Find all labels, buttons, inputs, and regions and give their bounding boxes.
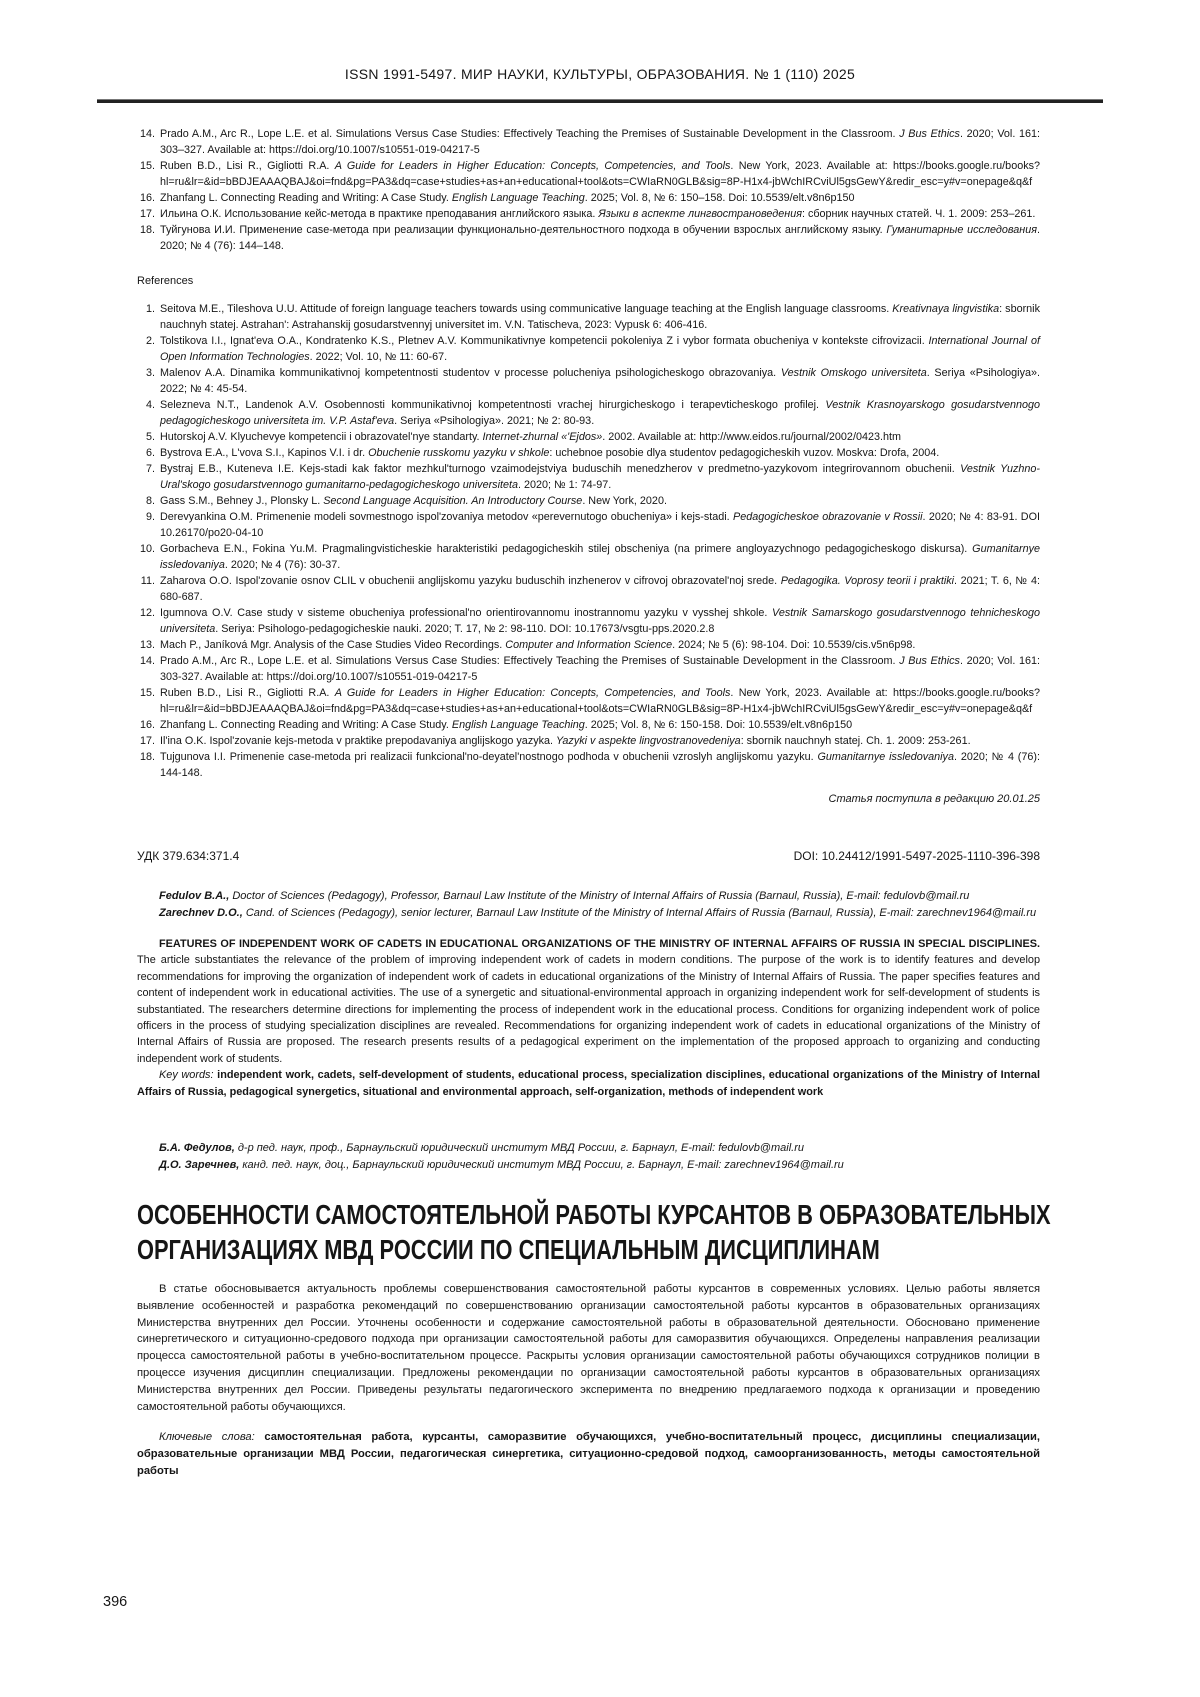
- reference-item: [137, 222, 1040, 254]
- header-rule: [97, 99, 1103, 103]
- reference-item: [137, 301, 1040, 333]
- reference-text: Ruben B.D., Lisi R., Gigliotti R.A. A Guide for Leaders in Higher Education: Concepts, Competencies, and Tools. New York, 2023. Available at: https://books.google.ru/books?hl=ru&lr=&id=bBDJEAAAQBAJ&oi=fnd&pg=PA3&dq=case+studies+as+an+educational+tool&ots=CWIaRN0GLB&sig=8P-H1x4-jbWchIRCviUl5gsGewY&redir_esc=y#v=onepage&q&f: [160, 687, 1040, 715]
- author-ru-fedulov: Б.А. Федулов, д-р пед. наук, проф., Барнаульский юридический институт МВД России, г. Барнаул, E-mail: fedulovb@mail.ru: [159, 1142, 804, 1155]
- reference-number: 18.: [139, 751, 155, 763]
- reference-number: 6.: [145, 447, 155, 459]
- received-note: Статья поступила в редакцию 20.01.25: [828, 793, 1040, 805]
- reference-text: Bystrova E.A., L'vova S.I., Kapinos V.I. i dr. Obuchenie russkomu yazyku v shkole: uchebnoe posobie dlya studentov pedagogicheskih vuzov. Moskva: Drofa, 2004.: [160, 447, 940, 459]
- abstract-ru: В статье обосновывается актуальность проблемы совершенствования самостоятельной работы курсантов в современных условиях. Целью работы является выявление особенностей и разработка рекомендаций по совершенствованию организации самостоятельной работы курсантов в образовательных организациях Министерства внутренних дел России. Уточнены особенности и содержание самостоятельной работы в образовательной деятельности. Обосновано применение синергетического и ситуационно-средового подхода при организации самостоятельной работы для саморазвития обучающихся. Определены направления реализации процесса самостоятельной работы в учебно-воспитательном процессе. Раскрыты условия организации самостоятельной работы обучающихся сотрудников полиции в процессе изучения дисциплин специализации. Предложены рекомендации по организации самостоятельной работы курсантов в образовательных организациях Министерства внутренних дел России. Приведены результаты педагогического эксперимента по внедрению предлагаемого подхода к организации и проведению самостоятельной работы обучающихся.: [137, 1283, 1040, 1413]
- reference-text: Igumnova O.V. Case study v sisteme obucheniya professional'no orientirovannomu inostrannomu yazyku v vysshej shkole. Vestnik Samarskogo gosudarstvennogo tehnicheskogo universiteta. Seriya: Psihologo-pedagogicheskie nauki. 2020; T. 17, № 2: 98-110. DOI: 10.17673/vsgtu-pps.2020.2.8: [160, 607, 1040, 635]
- reference-text: Seitova M.E., Tileshova U.U. Attitude of foreign language teachers towards using communicative language teaching at the English language classrooms. Kreativnaya lingvistika: sbornik nauchnyh statej. Astrahan': Astrahanskij gosudarstvennyj universitet im. V.N. Tatischeva, 2023: Vypusk 6: 406-416.: [160, 303, 1040, 331]
- reference-number: 8.: [145, 495, 155, 507]
- reference-number: 3.: [145, 367, 155, 379]
- reference-text: Derevyankina O.M. Primenenie modeli sovmestnogo ispol'zovaniya metodov «perevernutogo obucheniya» i kejs-stadi. Pedagogicheskoe obrazovanie v Rossii. 2020; № 4: 83-91. DOI 10.26170/po20-04-10: [160, 511, 1040, 539]
- reference-number: 4.: [145, 399, 155, 411]
- reference-text: Il'ina O.K. Ispol'zovanie kejs-metoda v praktike prepodavaniya anglijskogo yazyka. Yazyki v aspekte lingvostranovedeniya: sbornik nauchnyh statej. Ch. 1. 2009: 253-261.: [160, 735, 971, 747]
- reference-number: 14.: [139, 128, 155, 140]
- reference-item: [137, 685, 1040, 717]
- reference-item: [137, 637, 1040, 653]
- reference-text: Zaharova O.O. Ispol'zovanie osnov CLIL v obuchenii anglijskomu yazyku buduschih inzhenerov v cifrovoj obrazovatel'noj srede. Pedagogika. Voprosy teorii i praktiki. 2021; T. 6, № 4: 680-687.: [160, 575, 1040, 603]
- reference-item: [137, 206, 1040, 222]
- abstract-en: FEATURES OF INDEPENDENT WORK OF CADETS IN EDUCATIONAL ORGANIZATIONS OF THE MINISTRY OF INTERNAL AFFAIRS OF RUSSIA IN SPECIAL DISCIPLINES. The article substantiates the relevance of the problem of improving independent work of cadets in modern conditions. The purpose of the work is to identify features and develop recommendations for improving the organization of independent work of cadets in educational organizations of the Ministry of Internal Affairs of Russia. The paper specifies features and content of independent work in educational activities. The use of a synergetic and situational-environmental approach in organizing independent work for self-development of students is substantiated. The researchers determine directions for implementing the process of independent work in the educational process. Conditions for organizing independent work of police officers in the process of studying specialization disciplines are revealed. Recommendations for organizing independent work of cadets in educational organizations of the Ministry of Internal Affairs of Russia are proposed. The research presents results of a pedagogical experiment on the implementation of the proposed approach to organizing and conducting independent work of students.: [137, 938, 1040, 1065]
- reference-number: 13.: [139, 639, 155, 651]
- reference-item: [137, 493, 1040, 509]
- reference-item: [137, 365, 1040, 397]
- page-number: 396: [103, 1594, 128, 1610]
- reference-item: [137, 397, 1040, 429]
- reference-text: Tolstikova I.I., Ignat'eva O.A., Kondratenko K.S., Pletnev A.V. Kommunikativnye kompetencii pokoleniya Z i vybor formata obucheniya v kontekste cifrovizacii. International Journal of Open Information Technologies. 2022; Vol. 10, № 11: 60-67.: [160, 335, 1041, 363]
- reference-item: [137, 190, 1040, 206]
- references-list: [137, 301, 1040, 781]
- reference-number: 1.: [145, 303, 155, 315]
- reference-item: [137, 461, 1040, 493]
- reference-number: 12.: [139, 607, 155, 619]
- reference-number: 7.: [145, 463, 155, 475]
- reference-number: 17.: [139, 735, 155, 747]
- keywords-ru: Ключевые слова: самостоятельная работа, курсанты, саморазвитие обучающихся, учебно-воспитательный процесс, дисциплины специализации, образовательные организации МВД России, педагогическая синергетика, ситуационно-средовой подход, самоорганизованность, методы самостоятельной работы: [137, 1431, 1041, 1478]
- reference-text: Prado A.M., Arc R., Lope L.E. et al. Simulations Versus Case Studies: Effectively Teaching the Premises of Sustainable Development in the Classroom. J Bus Ethics. 2020; Vol. 161: 303-327. Available at: https://doi.org/10.1007/s10551-019-04217-5: [160, 655, 1041, 683]
- reference-item: [137, 717, 1040, 733]
- reference-text: Zhanfang L. Connecting Reading and Writing: A Case Study. English Language Teaching. 2025; Vol. 8, № 6: 150–158. Doi: 10.5539/elt.v8n6p150: [160, 192, 855, 204]
- reference-number: 18.: [139, 224, 155, 236]
- references-heading: References: [137, 275, 194, 287]
- reference-text: Hutorskoj A.V. Klyuchevye kompetencii i obrazovatel'nye standarty. Internet-zhurnal «'Ejdos». 2002. Available at: http://www.eidos.ru/journal/2002/0423.htm: [160, 431, 901, 443]
- keywords-en: Key words: independent work, cadets, self-development of students, educational process, specialization disciplines, educational organizations of the Ministry of Internal Affairs of Russia, pedagogical synergetics, situational and environmental approach, self-organization, methods of independent work: [137, 1069, 1040, 1098]
- reference-number: 9.: [145, 511, 155, 523]
- reference-item: [137, 541, 1040, 573]
- reference-item: [137, 653, 1040, 685]
- reference-item: [137, 573, 1040, 605]
- reference-text: Gorbacheva E.N., Fokina Yu.M. Pragmalingvisticheskie harakteristiki pedagogicheskih stilej obscheniya (na primere angloyazychnogo pedagogicheskogo diskursa). Gumanitarnye issledovaniya. 2020; № 4 (76): 30-37.: [160, 543, 1040, 571]
- udk-code: УДК 379.634:371.4: [137, 849, 240, 863]
- reference-item: [137, 605, 1040, 637]
- authors-ru-block: [137, 1140, 1040, 1173]
- authors-en-block: [137, 888, 1040, 921]
- reference-item: [137, 126, 1040, 158]
- reference-item: [137, 429, 1040, 445]
- reference-text: Bystraj E.B., Kuteneva I.E. Kejs-stadi kak faktor mezhkul'turnogo vzaimodejstviya buduschih menedzherov v predmetno-yazykovom integrirovannom obuchenii. Vestnik Yuzhno-Ural'skogo gosudarstvennogo gumanitarno-pedagogicheskogo universiteta. 2020; № 1: 74-97.: [160, 463, 1040, 491]
- reference-item: [137, 509, 1040, 541]
- page-content: [137, 126, 1051, 1480]
- article-title: [137, 1197, 1051, 1267]
- reference-number: 15.: [139, 160, 155, 172]
- reference-text: Prado A.M., Arc R., Lope L.E. et al. Simulations Versus Case Studies: Effectively Teaching the Premises of Sustainable Development in the Classroom. J Bus Ethics. 2020; Vol. 161: 303–327. Available at: https://doi.org/10.1007/s10551-019-04217-5: [160, 128, 1041, 156]
- bibliography-continued-list: [137, 126, 1040, 254]
- reference-number: 16.: [139, 192, 155, 204]
- reference-number: 10.: [139, 543, 155, 555]
- reference-number: 15.: [139, 687, 155, 699]
- journal-header: ISSN 1991-5497. МИР НАУКИ, КУЛЬТУРЫ, ОБРАЗОВАНИЯ. № 1 (110) 2025: [344, 66, 856, 82]
- reference-text: Ильина О.К. Использование кейс-метода в практике преподавания английского языка. Языки в аспекте лингвострановедения: сборник научных статей. Ч. 1. 2009: 253–261.: [160, 208, 1036, 220]
- author-en-fedulov: Fedulov B.A., Doctor of Sciences (Pedagogy), Professor, Barnaul Law Institute of the Ministry of Internal Affairs of Russia (Barnaul, Russia), E-mail: fedulovb@mail.ru: [159, 890, 970, 902]
- reference-number: 16.: [139, 719, 155, 731]
- author-en-zarechnev: Zarechnev D.O., Cand. of Sciences (Pedagogy), senior lecturer, Barnaul Law Institute of the Ministry of Internal Affairs of Russia (Barnaul, Russia), E-mail: zarechnev1964@mail.ru: [159, 906, 1037, 919]
- reference-text: Mach P., Janíková Mgr. Analysis of the Case Studies Video Recordings. Computer and Information Science. 2024; № 5 (6): 98-104. Doi: 10.5539/cis.v5n6p98.: [160, 639, 916, 651]
- reference-item: [137, 333, 1040, 365]
- reference-number: 14.: [139, 655, 155, 667]
- reference-text: Gass S.M., Behney J., Plonsky L. Second Language Acquisition. An Introductory Course. New York, 2020.: [160, 495, 667, 507]
- doi-code: DOI: 10.24412/1991-5497-2025-1110-396-398: [793, 849, 1040, 863]
- article-title-line-1: ОСОБЕННОСТИ САМОСТОЯТЕЛЬНОЙ РАБОТЫ КУРСАНТОВ В ОБРАЗОВАТЕЛЬНЫХ: [137, 1199, 1051, 1231]
- reference-text: Malenov A.A. Dinamika kommunikativnoj kompetentnosti studentov v processe polucheniya psihologicheskogo obrazovaniya. Vestnik Omskogo universiteta. Seriya «Psihologiya». 2022; № 4: 45-54.: [160, 367, 1040, 395]
- reference-item: [137, 749, 1040, 781]
- reference-text: Selezneva N.T., Landenok A.V. Osobennosti kommunikativnoj kompetentnosti vrachej hirurgicheskogo i terapevticheskogo profilej. Vestnik Krasnoyarskogo gosudarstvennogo pedagogicheskogo universiteta im. V.P. Astaf'eva. Seriya «Psihologiya». 2021; № 2: 80-93.: [160, 399, 1040, 427]
- article-title-line-2: ОРГАНИЗАЦИЯХ МВД РОССИИ ПО СПЕЦИАЛЬНЫМ ДИСЦИПЛИНАМ: [137, 1234, 880, 1266]
- reference-number: 11.: [140, 575, 155, 587]
- reference-number: 17.: [139, 208, 155, 220]
- reference-text: Tujgunova I.I. Primenenie case-metoda pri realizacii funkcional'no-deyatel'nostnogo podhoda v obuchenii vzroslyh anglijskomu yazyku. Gumanitarnye issledovaniya. 2020; № 4 (76): 144-148.: [160, 751, 1040, 779]
- reference-number: 5.: [145, 431, 155, 443]
- author-ru-zarechnev: Д.О. Заречнев, канд. пед. наук, доц., Барнаульский юридический институт МВД России, г. Барнаул, E-mail: zarechnev1964@mail.ru: [159, 1158, 844, 1171]
- reference-text: Ruben B.D., Lisi R., Gigliotti R.A. A Guide for Leaders in Higher Education: Concepts, Competencies, and Tools. New York, 2023. Available at: https://books.google.ru/books?hl=ru&lr=&id=bBDJEAAAQBAJ&oi=fnd&pg=PA3&dq=case+studies+as+an+educational+tool&ots=CWIaRN0GLB&sig=8P-H1x4-jbWchIRCviUl5gsGewY&redir_esc=y#v=onepage&q&f: [160, 160, 1040, 188]
- reference-text: Zhanfang L. Connecting Reading and Writing: A Case Study. English Language Teaching. 2025; Vol. 8, № 6: 150-158. Doi: 10.5539/elt.v8n6p150: [160, 719, 853, 731]
- reference-number: 2.: [145, 335, 155, 347]
- reference-item: [137, 733, 1040, 749]
- reference-text: Туйгунова И.И. Применение case-метода при реализации функционально-деятельностного подхода в обучении взрослых английскому языку. Гуманитарные исследования. 2020; № 4 (76): 144–148.: [160, 224, 1040, 252]
- udk-doi-row: [137, 849, 1040, 863]
- reference-item: [137, 445, 1040, 461]
- reference-item: [137, 158, 1040, 190]
